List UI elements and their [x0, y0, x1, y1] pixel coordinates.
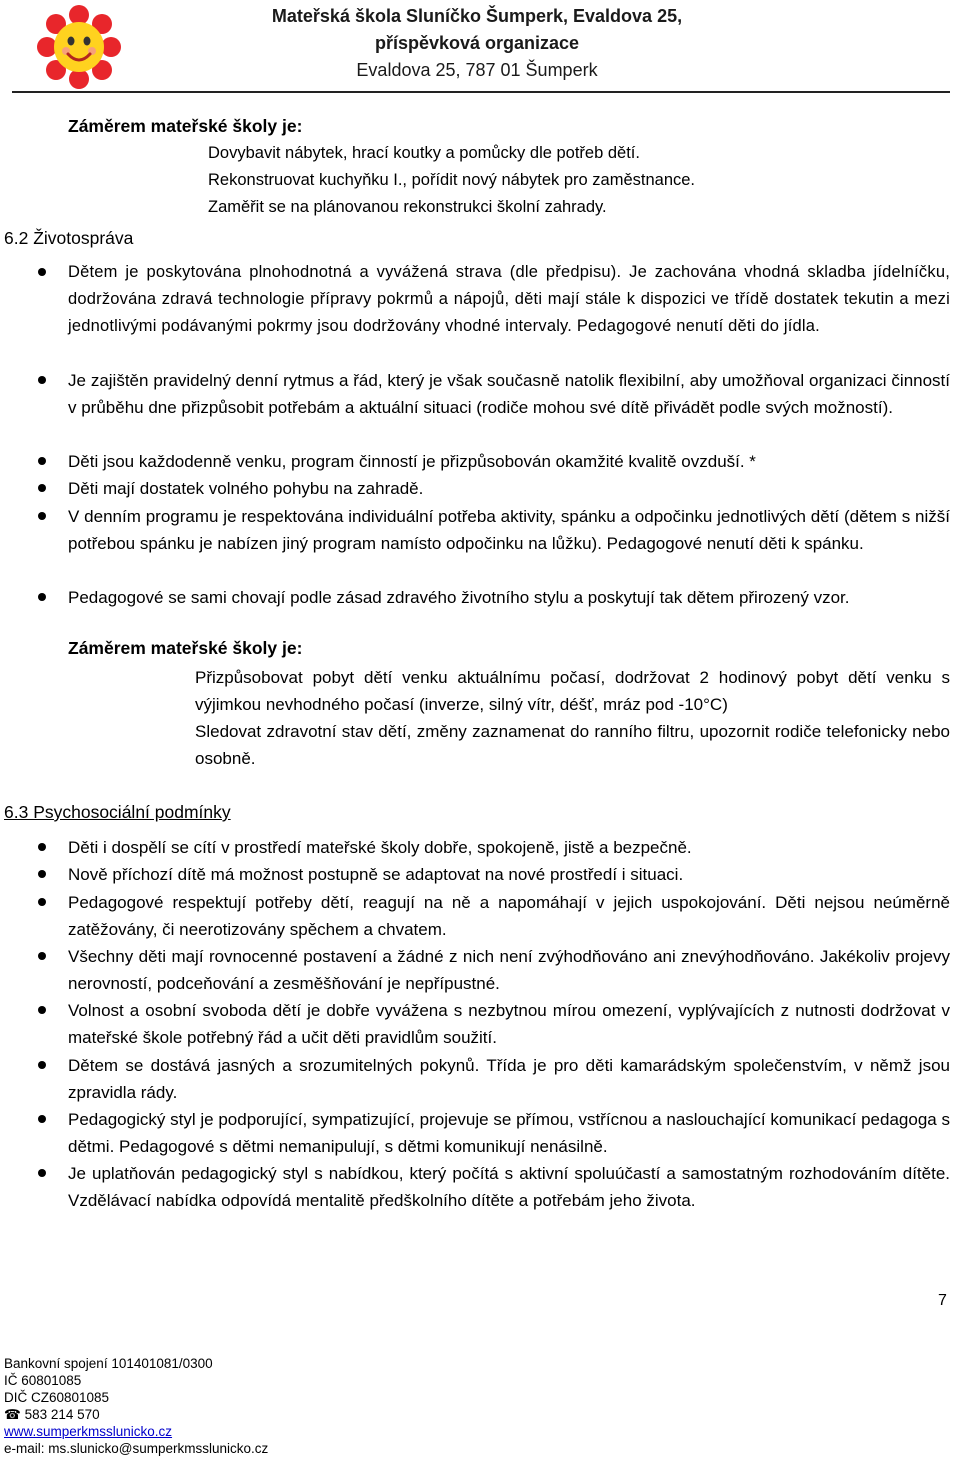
- bullet-icon: [38, 457, 46, 465]
- bullet-icon: [38, 843, 46, 851]
- goal-item: Rekonstruovat kuchyňku I., pořídit nový nábytek pro zaměstnance.: [208, 171, 696, 189]
- bullet-icon: [38, 1006, 46, 1014]
- footer-website-link[interactable]: www.sumperkmsslunicko.cz: [4, 1424, 173, 1439]
- telephone-icon: ☎: [4, 1407, 21, 1422]
- list-item: Pedagogický styl je podporující, sympatizující, projevuje se přímou, vstřícnou a naslouchající komunikací pedagoga s dětmi. Pedagogové s dětmi nemanipulují, s dětmi komunikují nenásilně.: [68, 1110, 950, 1156]
- bullet-icon: [38, 268, 46, 276]
- bullet-icon: [38, 376, 46, 384]
- list-item: Nově příchozí dítě má možnost postupně se adaptovat na nové prostředí i situaci.: [68, 865, 684, 884]
- list-item: Dětem se dostává jasných a srozumitelných pokynů. Třída je pro děti kamarádským společenstvím, v němž jsou zpravidla rády.: [68, 1056, 950, 1102]
- header-address: Evaldova 25, 787 01 Šumperk: [356, 60, 598, 80]
- footer-ico: IČ 60801085: [4, 1373, 82, 1388]
- bullet-icon: [38, 870, 46, 878]
- list-item: Všechny děti mají rovnocenné postavení a žádné z nich není zvýhodňováno ani znevýhodňováno. Jakékoliv projevy nerovností, podceňování a zesměšňování je nepřípustné.: [68, 947, 950, 993]
- bullet-icon: [38, 1061, 46, 1069]
- list-item: Je zajištěn pravidelný denní rytmus a řád, který je však současně natolik flexibilní, aby umožňoval organizaci činností v průběhu dne přizpůsobit potřebám a aktuální situaci (rodiče mohou své dítě přivádět podle svých možností).: [68, 371, 950, 417]
- list-item: Pedagogové respektují potřeby dětí, reagují na ně a napomáhají v jejich uspokojování. Děti nejsou neúměrně zatěžovány, či neerotizovány spěchem a chvatem.: [68, 893, 950, 939]
- footer-email[interactable]: e-mail: ms.slunicko@sumperkmsslunicko.cz: [4, 1441, 269, 1456]
- list-item: Pedagogové se sami chovají podle zásad zdravého životního stylu a poskytují tak dětem přirozený vzor.: [68, 588, 850, 607]
- list-item: Dětem je poskytována plnohodnotná a vyvážená strava (dle předpisu). Je zachována vhodná skladba jídelníčku, dodržována zdravá technologie přípravy pokrmů a nápojů, děti mají stále k dispozici ve třídě dostatek tekutin a mezi jednotlivými podávanými pokrmy jsou dodržovány vhodné intervaly. Pedagogové nenutí děti do jídla.: [68, 263, 950, 335]
- goals-heading-1: Záměrem mateřské školy je:: [68, 116, 303, 136]
- list-item: Děti i dospělí se cítí v prostředí mateřské školy dobře, spokojeně, jistě a bezpečně.: [68, 838, 692, 857]
- footer-phone: 583 214 570: [24, 1407, 100, 1422]
- list-item: Děti mají dostatek volného pohybu na zahradě.: [68, 479, 424, 498]
- bullet-icon: [38, 1169, 46, 1177]
- header-divider: [12, 91, 950, 93]
- goal-item: Dovybavit nábytek, hrací koutky a pomůcky dle potřeb dětí.: [208, 144, 640, 162]
- bullet-icon: [38, 952, 46, 960]
- goal-item: Přizpůsobovat pobyt dětí venku aktuálnímu počasí, dodržovat 2 hodinový pobyt dětí venku s výjimkou nevhodného počasí (inverze, silný vítr, déšť, mráz pod -10°C): [195, 668, 950, 714]
- school-logo-sun-icon: [36, 4, 122, 90]
- bullet-icon: [38, 593, 46, 601]
- list-item: Volnost a osobní svoboda dětí je dobře vyvážena s nezbytnou mírou omezení, vyplývajících z nutnosti dodržovat v mateřské škole potřebný řád a učit děti pravidlům soužití.: [68, 1001, 950, 1047]
- footer-bank: Bankovní spojení 101401081/0300: [4, 1356, 213, 1371]
- goal-item: Zaměřit se na plánovanou rekonstrukci školní zahrady.: [208, 198, 607, 216]
- footer-dic: DIČ CZ60801085: [4, 1390, 110, 1405]
- list-item: Je uplatňován pedagogický styl s nabídkou, který počítá s aktivní spoluúčastí a samostatným rozhodováním dítěte. Vzdělávací nabídka odpovídá mentalitě předškolního dítěte a potřebám jeho života.: [68, 1164, 950, 1210]
- list-item: V denním programu je respektována individuální potřeba aktivity, spánku a odpočinku jednotlivých dětí (dětem s nižší potřebou spánku je nabízen jiný program namísto odpočinku na lůžku). Pedagogové nenutí děti k spánku.: [68, 507, 950, 553]
- header-school-name: Mateřská škola Sluníčko Šumperk, Evaldova 25,: [271, 6, 683, 26]
- section-heading-6-3: 6.3 Psychosociální podmínky: [4, 802, 231, 822]
- bullet-icon: [38, 1115, 46, 1123]
- bullet-icon: [38, 898, 46, 906]
- bullet-icon: [38, 512, 46, 520]
- section-heading-6-2: 6.2 Životospráva: [4, 228, 134, 248]
- header-organization-type: příspěvková organizace: [374, 33, 580, 53]
- page-number: 7: [938, 1292, 947, 1309]
- bullet-icon: [38, 484, 46, 492]
- goals-heading-2: Záměrem mateřské školy je:: [68, 638, 303, 658]
- footer-phone-row: [4, 1407, 100, 1423]
- list-item: Děti jsou každodenně venku, program činností je přizpůsobován okamžité kvalitě ovzduší. *: [68, 452, 756, 471]
- goal-item: Sledovat zdravotní stav dětí, změny zaznamenat do ranního filtru, upozornit rodiče telefonicky nebo osobně.: [195, 722, 950, 768]
